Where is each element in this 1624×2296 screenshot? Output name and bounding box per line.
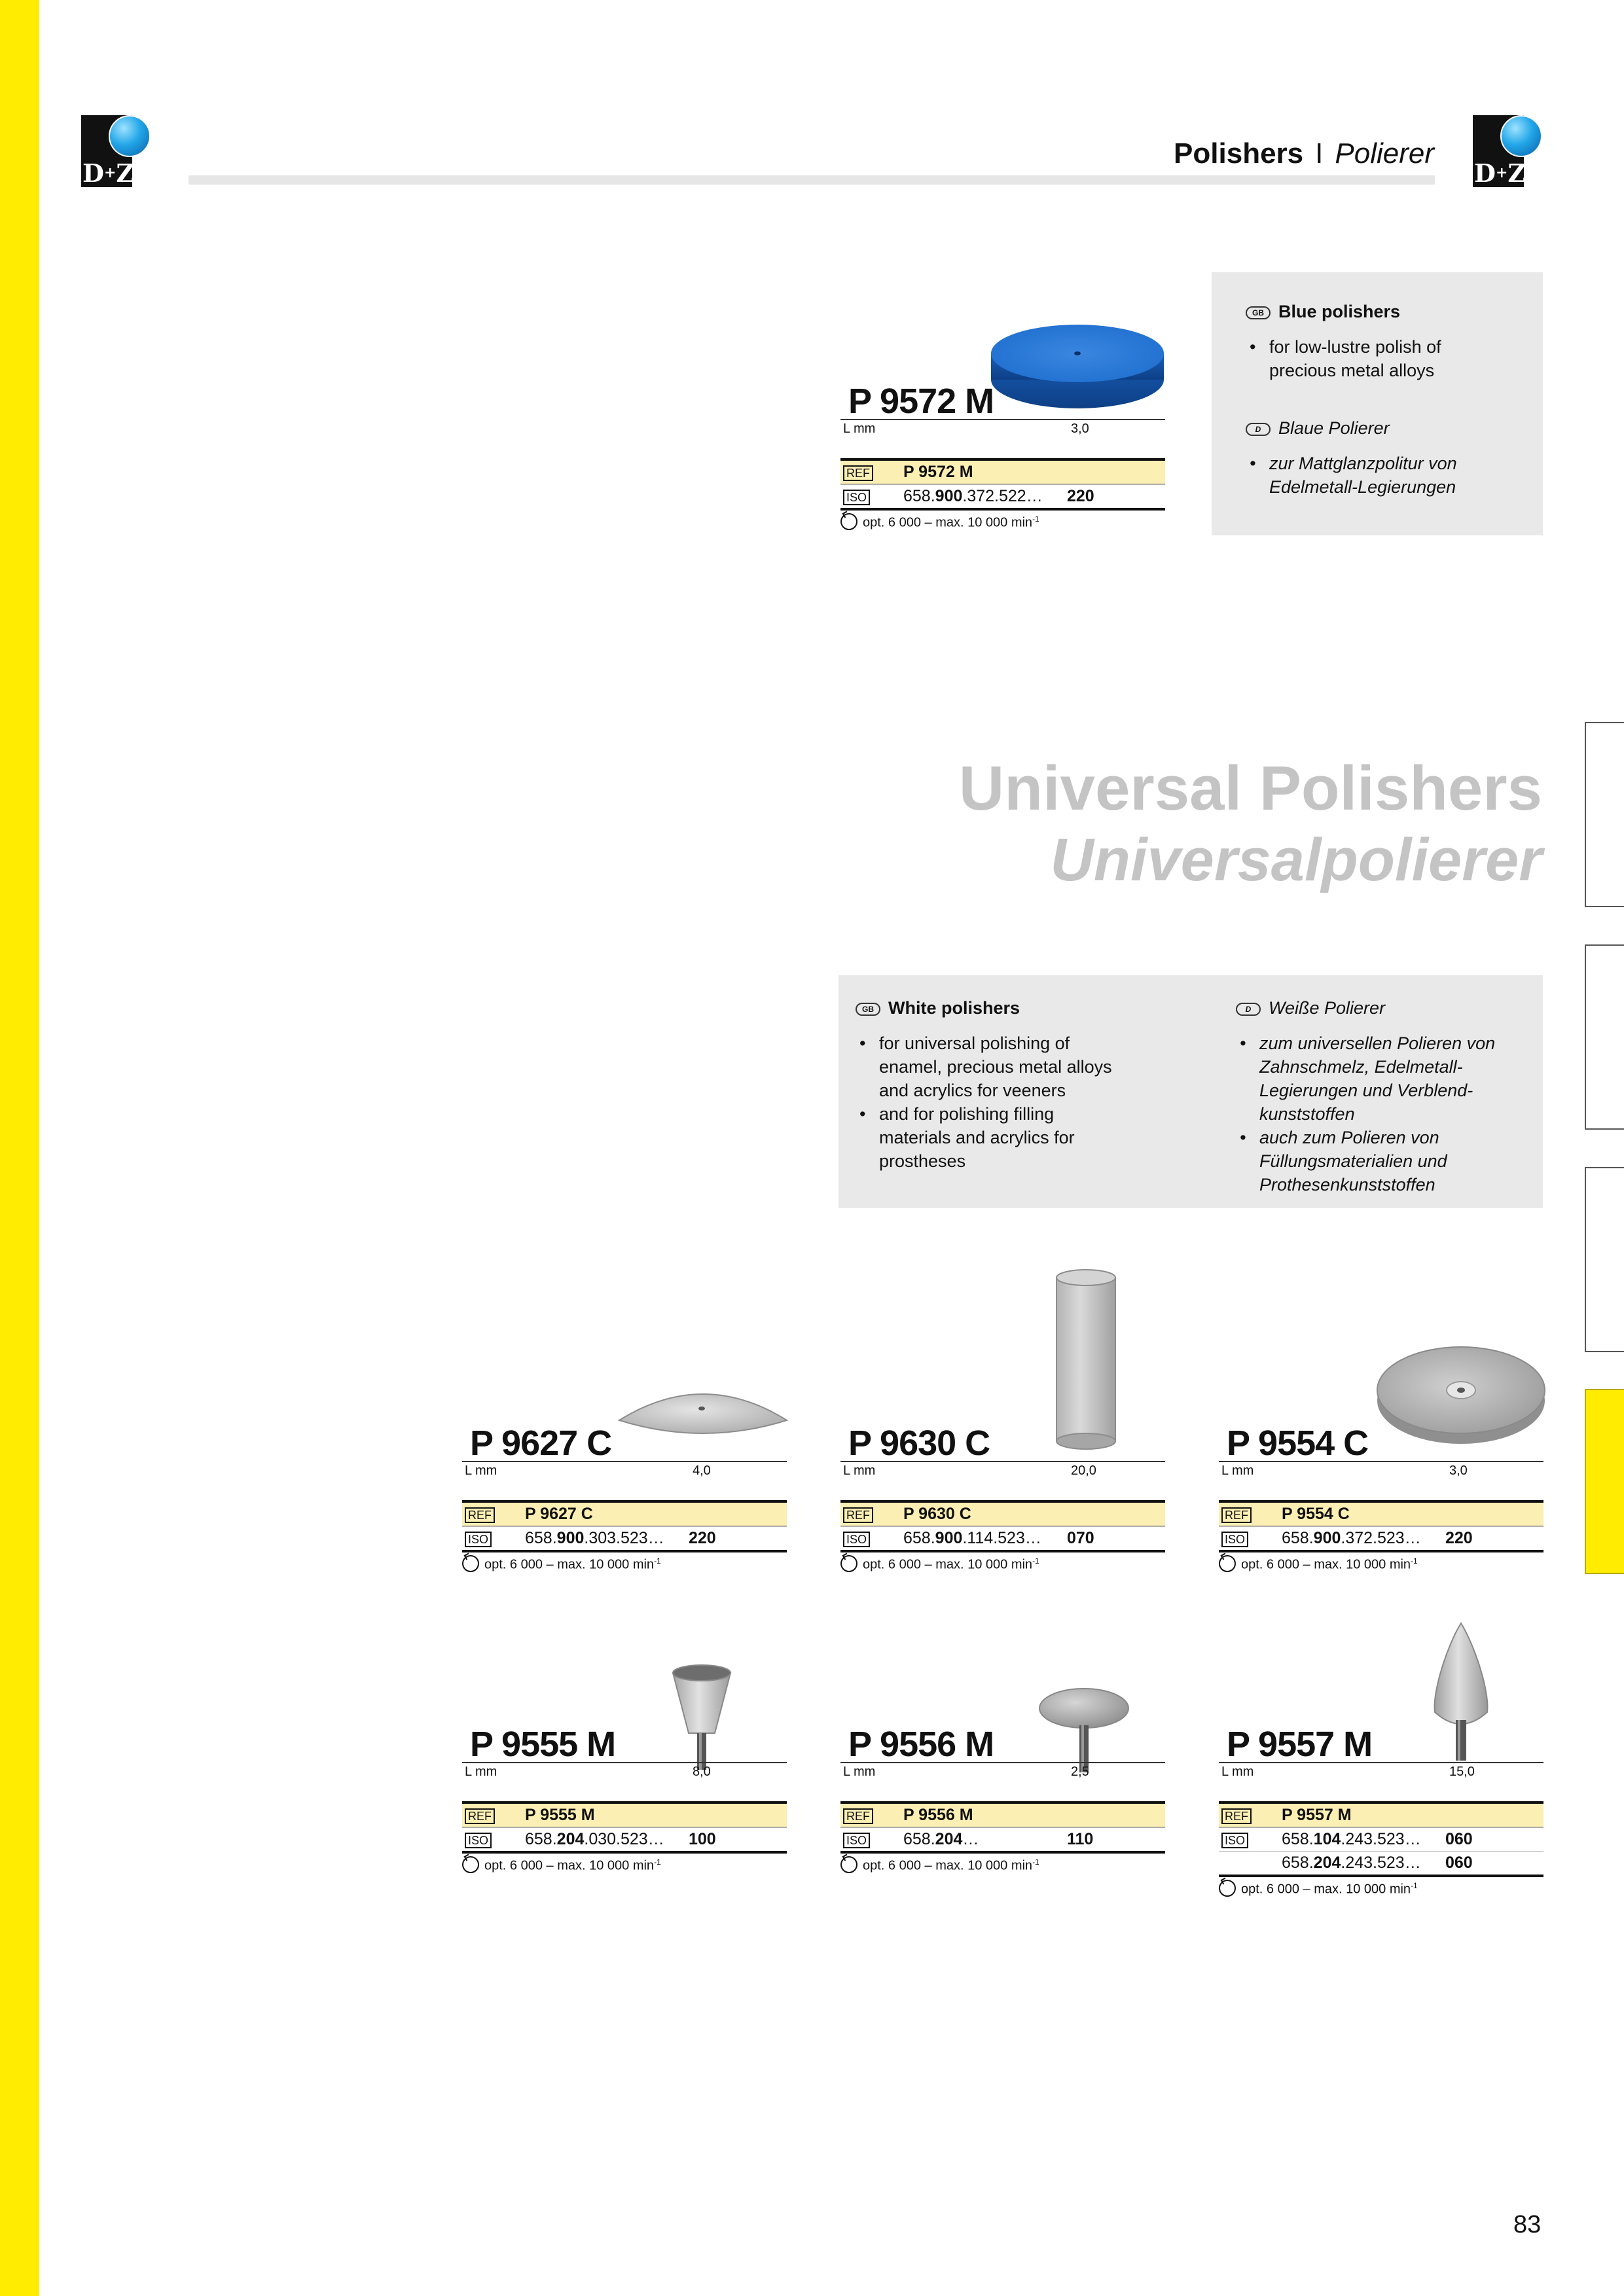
iso-row	[840, 1827, 1165, 1851]
ref-iso-table	[840, 1801, 1165, 1854]
ref-row	[462, 1804, 787, 1827]
ref-tag: REF	[465, 1507, 495, 1523]
iso-number: 658.900.372.522…	[903, 487, 1043, 505]
grey-lens-polisher-image	[1037, 1683, 1142, 1775]
rotation-speed-icon	[462, 1555, 479, 1572]
rotation-speed-icon	[840, 513, 857, 530]
ref-iso-table	[1219, 1500, 1543, 1552]
iso-number-2: 658.204.243.523…	[1282, 1854, 1421, 1872]
iso-row	[462, 1827, 787, 1851]
ref-iso-table	[462, 1500, 787, 1552]
de-bullet-list	[1246, 452, 1521, 499]
length-label: L mm	[843, 422, 876, 436]
ref-row	[840, 1503, 1165, 1526]
iso-number: 658.900.303.523…	[525, 1529, 664, 1547]
grey-disc-polisher-image	[618, 1373, 795, 1452]
grey-cylinder-polisher-image	[1054, 1268, 1126, 1452]
de-flag-icon: D	[1246, 423, 1271, 436]
page-header-title	[1174, 137, 1434, 170]
product-code: P 9557 M	[1227, 1725, 1373, 1764]
page-number: 83	[1513, 2211, 1542, 2238]
de-heading: D Weiße Polierer	[1236, 996, 1524, 1020]
iso-size-2: 060	[1445, 1854, 1473, 1872]
ref-row	[462, 1503, 787, 1526]
gb-heading: GB White polishers	[856, 996, 1157, 1020]
speed-info: opt. 6 000 – max. 10 000 $\min^{-1}$	[840, 1857, 1039, 1874]
ref-value: P 9557 M	[1282, 1806, 1352, 1824]
length-label: L mm	[465, 1463, 497, 1478]
ref-value: P 9630 C	[903, 1505, 971, 1523]
product-p9556m	[840, 1724, 1165, 1881]
product-code: P 9554 C	[1227, 1424, 1369, 1463]
product-p9555m	[462, 1724, 787, 1881]
length-value: 2,5	[1071, 1765, 1089, 1779]
ref-iso-table	[462, 1801, 787, 1854]
ref-row	[1219, 1804, 1543, 1827]
de-bullet: • zum universellen Polieren von Zahnschmelz, Edelmetall-Legierungen und Verblend-kunststoffen	[1236, 1031, 1524, 1126]
iso-row-2	[1219, 1851, 1543, 1874]
ref-tag: REF	[843, 1808, 873, 1824]
iso-number: 658.204.030.523…	[525, 1830, 664, 1848]
speed-info: opt. 6 000 – max. 10 000 $\min^{-1}$	[1219, 1881, 1418, 1898]
rotation-speed-icon	[840, 1555, 857, 1572]
length-label: L mm	[1221, 1463, 1254, 1478]
ref-tag: REF	[843, 1507, 873, 1523]
length-label: L mm	[843, 1463, 876, 1478]
section-tab-2[interactable]	[1585, 944, 1624, 1130]
ref-row	[840, 1804, 1165, 1827]
dz-logo-left: D + Z	[81, 115, 153, 188]
iso-tag: ISO	[465, 1833, 492, 1848]
length-row	[462, 1762, 787, 1780]
ref-value: P 9554 C	[1282, 1505, 1350, 1523]
length-value: 3,0	[1071, 422, 1089, 436]
length-value: 3,0	[1449, 1463, 1468, 1478]
gb-bullet: • for universal polishing of enamel, precious metal alloys and acrylics for veeners	[856, 1031, 1130, 1102]
iso-size: 070	[1067, 1529, 1094, 1547]
ref-row	[840, 461, 1165, 484]
iso-size: 220	[1445, 1529, 1473, 1547]
section-tab-3[interactable]	[1585, 1167, 1624, 1352]
length-label: L mm	[1221, 1765, 1254, 1779]
rotation-speed-icon	[462, 1856, 479, 1873]
iso-number: 658.204…	[903, 1830, 979, 1848]
iso-tag: ISO	[1221, 1532, 1248, 1547]
section-title-en: Universal Polishers	[958, 753, 1542, 823]
ref-value: P 9555 M	[525, 1806, 595, 1824]
ref-row	[1219, 1503, 1543, 1526]
section-title-de: Universalpolierer	[1050, 827, 1542, 893]
rotation-speed-icon	[840, 1856, 857, 1873]
speed-info: opt. 6 000 – max. 10 000 $\min^{-1}$	[462, 1857, 661, 1874]
grey-cup-polisher-image	[668, 1661, 746, 1772]
length-value: 20,0	[1071, 1463, 1096, 1478]
iso-size: 220	[689, 1529, 716, 1547]
iso-tag: ISO	[1221, 1833, 1248, 1848]
de-bullet-list	[1236, 1031, 1524, 1196]
speed-info: opt. 6 000 – max. 10 000 $\min^{-1}$	[840, 1556, 1039, 1573]
iso-tag: ISO	[843, 1833, 870, 1848]
product-p9627c	[462, 1423, 787, 1580]
iso-row	[840, 1526, 1165, 1550]
iso-number: 658.900.372.523…	[1282, 1529, 1421, 1547]
gb-heading: GB Blue polishers	[1246, 300, 1543, 323]
logo-ball-icon	[109, 115, 151, 157]
product-code: P 9630 C	[848, 1424, 990, 1463]
grey-cone-polisher-image	[1427, 1621, 1499, 1765]
length-row	[462, 1461, 787, 1479]
length-label: L mm	[843, 1765, 876, 1779]
blue-polisher-wheel-image	[991, 309, 1194, 414]
de-bullet: • zur Mattglanzpolitur von Edelmetall-Legierungen	[1246, 452, 1521, 499]
ref-iso-table	[840, 458, 1165, 511]
iso-size: 100	[689, 1830, 716, 1848]
length-row	[840, 1762, 1165, 1780]
gb-bullet: • and for polishing filling materials and acrylics for prostheses	[856, 1102, 1130, 1173]
de-flag-icon: D	[1236, 1003, 1261, 1016]
product-code: P 9555 M	[470, 1725, 616, 1764]
iso-size: 060	[1445, 1830, 1473, 1848]
iso-row	[1219, 1827, 1543, 1851]
section-tab-1[interactable]	[1585, 722, 1624, 907]
gb-flag-icon: GB	[856, 1003, 880, 1016]
product-p9572m	[840, 381, 1165, 538]
rotation-speed-icon	[1219, 1880, 1236, 1897]
ref-tag: REF	[1221, 1808, 1252, 1824]
de-column	[1236, 996, 1524, 1196]
ref-tag: REF	[1221, 1507, 1252, 1523]
iso-tag: ISO	[465, 1532, 492, 1547]
rotation-speed-icon	[1219, 1555, 1236, 1572]
header-title-en: Polishers	[1174, 137, 1304, 170]
ref-iso-table	[1219, 1801, 1543, 1877]
ref-tag: REF	[465, 1808, 495, 1824]
length-value: 8,0	[693, 1765, 711, 1779]
iso-tag: ISO	[843, 1532, 870, 1547]
ref-value: P 9572 M	[903, 463, 973, 481]
section-tab-active[interactable]	[1585, 1389, 1624, 1574]
length-row	[840, 1461, 1165, 1479]
product-p9557m	[1219, 1724, 1543, 1907]
length-row	[1219, 1762, 1543, 1780]
ref-tag: REF	[843, 465, 873, 481]
product-code: P 9627 C	[470, 1424, 612, 1463]
ref-value: P 9556 M	[903, 1806, 973, 1824]
iso-row	[462, 1526, 787, 1550]
yellow-margin-bar	[0, 0, 39, 2296]
iso-number: 658.900.114.523…	[903, 1529, 1041, 1547]
header-separator: I	[1315, 137, 1324, 170]
length-row	[1219, 1461, 1543, 1479]
dz-logo-right: D + Z	[1473, 115, 1545, 188]
header-rule	[189, 175, 1435, 185]
speed-info: opt. 6 000 – max. 10 000 $\min^{-1}$	[840, 514, 1039, 531]
length-row	[840, 419, 1165, 437]
de-heading: D Blaue Polierer	[1246, 416, 1543, 440]
product-p9630c	[840, 1423, 1165, 1580]
speed-info: opt. 6 000 – max. 10 000 $\min^{-1}$	[462, 1556, 661, 1573]
logo-ball-icon	[1500, 115, 1542, 157]
iso-size: 110	[1067, 1830, 1094, 1848]
length-label: L mm	[465, 1765, 497, 1779]
product-p9554c	[1219, 1423, 1543, 1580]
iso-number: 658.104.243.523…	[1282, 1830, 1421, 1848]
gb-bullet-list	[1246, 335, 1468, 382]
gb-bullet-list	[856, 1031, 1130, 1173]
blue-polishers-info-box	[1212, 272, 1543, 535]
length-value: 15,0	[1449, 1765, 1475, 1779]
iso-row	[840, 484, 1165, 508]
length-value: 4,0	[693, 1463, 711, 1478]
white-polishers-info-box	[839, 975, 1543, 1208]
ref-iso-table	[840, 1500, 1165, 1552]
de-bullet: • auch zum Polieren von Füllungsmaterialien und Prothesenkunststoffen	[1236, 1126, 1524, 1196]
header-title-de: Polierer	[1335, 137, 1434, 170]
ref-value: P 9627 C	[525, 1505, 593, 1523]
iso-tag: ISO	[843, 490, 870, 505]
iso-row	[1219, 1526, 1543, 1550]
product-code: P 9556 M	[848, 1725, 994, 1764]
iso-size: 220	[1067, 487, 1094, 505]
grey-wheel-polisher-image	[1375, 1340, 1551, 1452]
speed-info: opt. 6 000 – max. 10 000 $\min^{-1}$	[1219, 1556, 1418, 1573]
gb-bullet: • for low-lustre polish of precious metal alloys	[1246, 335, 1468, 382]
gb-column	[856, 996, 1157, 1173]
gb-flag-icon: GB	[1246, 306, 1271, 319]
product-code: P 9572 M	[848, 382, 994, 421]
